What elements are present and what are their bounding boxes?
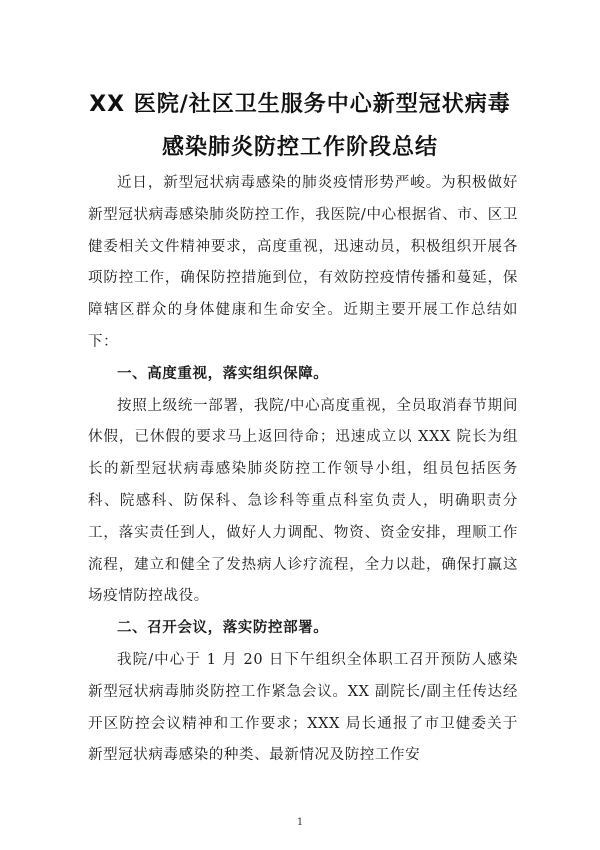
section-2-heading: 二、召开会议，落实防控部署。 bbox=[117, 620, 329, 637]
page-number: 1 bbox=[296, 817, 304, 828]
section-2-paragraph: 我院/中心于 1 月 20 日下午组织全体职工召开预防人感染新型冠状病毒肺炎防控工作紧急会议。XX 副院长/副主任传达经开区防控会议精神和工作要求；XXX 局长通报了市卫健委关于新型冠状病毒感染的种类、最新情况及防控工作安 bbox=[88, 651, 518, 764]
document-body bbox=[88, 168, 518, 772]
section-1-heading: 一、高度重视，落实组织保障。 bbox=[117, 365, 329, 382]
document-title-line-1: XX 医院/社区卫生服务中心新型冠状病毒 bbox=[89, 92, 511, 117]
document-title-line-2: 感染肺炎防控工作阶段总结 bbox=[161, 135, 438, 160]
intro-paragraph: 近日，新型冠状病毒感染的肺炎疫情形势严峻。为积极做好新型冠状病毒感染肺炎防控工作，我医院/中心根据省、市、区卫健委相关文件精神要求，高度重视，迅速动员，积极组织开展各项防控工作，确保防控措施到位，有效防控疫情传播和蔓延，保障辖区群众的身体健康和生命安全。近期主要开展工作总结如下： bbox=[88, 175, 518, 350]
section-1-paragraph: 按照上级统一部署，我院/中心高度重视，全员取消春节期间休假，已休假的要求马上返回待命；迅速成立以 XXX 院长为组长的新型冠状病毒感染肺炎防控工作领导小组，组员包括医务科、院感科、防保科、急诊科等重点科室负责人，明确职责分工，落实责任到人，做好人力调配、物资、资金安排，理顺工作流程，建立和健全了发热病人诊疗流程，全力以赴，确保打赢这场疫情防控战役。 bbox=[88, 397, 518, 605]
